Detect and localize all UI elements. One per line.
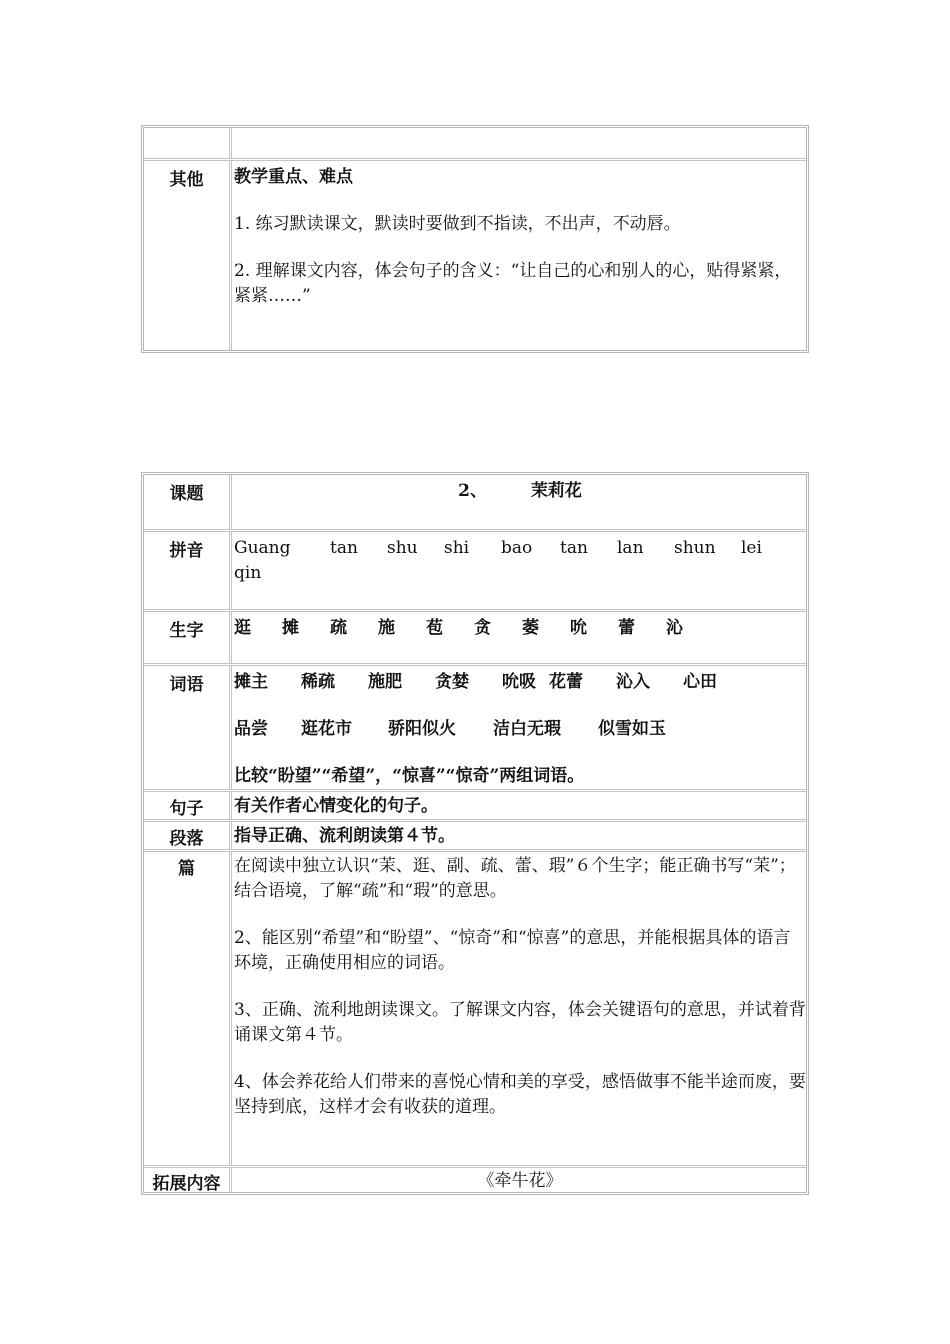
row-label-chars: 生字 — [144, 612, 232, 663]
row-label-pinyin: 拼音 — [144, 532, 232, 609]
word-12: 洁白无瑕 — [493, 719, 561, 739]
pinyin-2: tan — [330, 538, 358, 558]
pinyin-6: tan — [560, 538, 588, 558]
table-row-paragraph — [144, 819, 806, 849]
word-7: 沁入 — [616, 672, 650, 692]
word-4: 贪婪 — [435, 672, 469, 692]
key-point-2: 2. 理解课文内容，体会句子的含义：“让自己的心和别人的心，贴得紧紧，紧紧……” — [234, 261, 792, 306]
char-3: 疏 — [330, 618, 347, 638]
objective-1: 在阅读中独立认识“茉、逛、副、疏、蕾、瑕”６个生字；能正确书写“茉”；结合语境，了解“疏”和“瑕”的意思。 — [234, 856, 796, 901]
pinyin-10: qin — [234, 563, 262, 583]
char-7: 萎 — [522, 618, 539, 638]
row-content-sentence: 有关作者心情变化的句子。 — [234, 796, 438, 816]
word-9: 品尝 — [234, 719, 268, 739]
table-other — [141, 125, 809, 353]
row-content-empty — [232, 128, 806, 158]
row-content-other — [232, 161, 806, 350]
row-content-chars — [232, 612, 806, 663]
word-8: 心田 — [683, 672, 717, 692]
word-2: 稀疏 — [301, 672, 335, 692]
pinyin-8: shun — [674, 538, 716, 558]
row-label-empty — [144, 128, 232, 158]
char-8: 吮 — [570, 618, 587, 638]
word-1: 摊主 — [234, 672, 268, 692]
table-row-extend — [144, 1165, 806, 1192]
word-6: 花蕾 — [549, 672, 583, 692]
topic-number: 2、 — [458, 481, 487, 501]
table-row-chars — [144, 609, 806, 663]
table-row-words — [144, 663, 806, 789]
objective-2: 2、能区别“希望”和“盼望”、“惊奇”和“惊喜”的意思，并能根据具体的语言环境，正确使用相应的词语。 — [234, 928, 791, 973]
char-4: 施 — [378, 618, 395, 638]
word-5: 吮吸 — [502, 672, 536, 692]
row-label-chapter: 篇 — [144, 852, 232, 1165]
pinyin-4: shi — [444, 538, 470, 558]
key-points-heading: 教学重点、难点 — [234, 167, 353, 187]
objective-3: 3、正确、流利地朗读课文。了解课文内容，体会关键语句的意思，并试着背诵课文第４节。 — [234, 1000, 806, 1045]
table-lesson — [141, 472, 809, 1195]
char-6: 贪 — [474, 618, 491, 638]
row-content-extend: 《牵牛花》 — [477, 1171, 563, 1191]
pinyin-7: lan — [617, 538, 644, 558]
row-label-other: 其他 — [144, 161, 232, 350]
objective-4: 4、体会养花给人们带来的喜悦心情和美的享受，感悟做事不能半途而废，要坚持到底，这样才会有收获的道理。 — [234, 1072, 806, 1117]
pinyin-5: bao — [501, 538, 533, 558]
table-row-empty — [144, 128, 806, 158]
char-10: 沁 — [666, 618, 683, 638]
word-11: 骄阳似火 — [388, 719, 456, 739]
row-label-extend: 拓展内容 — [144, 1168, 232, 1192]
row-content-words — [232, 666, 806, 789]
word-13: 似雪如玉 — [598, 719, 666, 739]
pinyin-1: Guang — [234, 538, 291, 558]
topic-title: 茉莉花 — [530, 481, 582, 501]
table-row-pinyin — [144, 529, 806, 609]
row-content-topic — [232, 475, 806, 529]
words-compare: 比较“盼望”“希望”，“惊喜”“惊奇”两组词语。 — [234, 766, 585, 786]
row-content-chapter — [232, 852, 806, 1165]
table-row-topic — [144, 475, 806, 529]
table-row-sentence — [144, 789, 806, 819]
word-10: 逛花市 — [301, 719, 352, 739]
char-2: 摊 — [282, 618, 299, 638]
row-content-pinyin — [232, 532, 806, 609]
row-label-topic: 课题 — [144, 475, 232, 529]
table-row-chapter — [144, 849, 806, 1165]
key-point-1: 1. 练习默读课文，默读时要做到不指读，不出声，不动唇。 — [234, 214, 681, 234]
table-row-other — [144, 158, 806, 350]
pinyin-9: lei — [741, 538, 762, 558]
row-label-paragraph: 段落 — [144, 822, 232, 849]
word-3: 施肥 — [368, 672, 402, 692]
char-1: 逛 — [234, 618, 251, 638]
char-9: 蕾 — [618, 618, 635, 638]
row-label-sentence: 句子 — [144, 792, 232, 819]
char-5: 苞 — [426, 618, 443, 638]
row-content-paragraph: 指导正确、流利朗读第４节。 — [234, 826, 455, 846]
row-label-words: 词语 — [144, 666, 232, 789]
pinyin-3: shu — [387, 538, 418, 558]
